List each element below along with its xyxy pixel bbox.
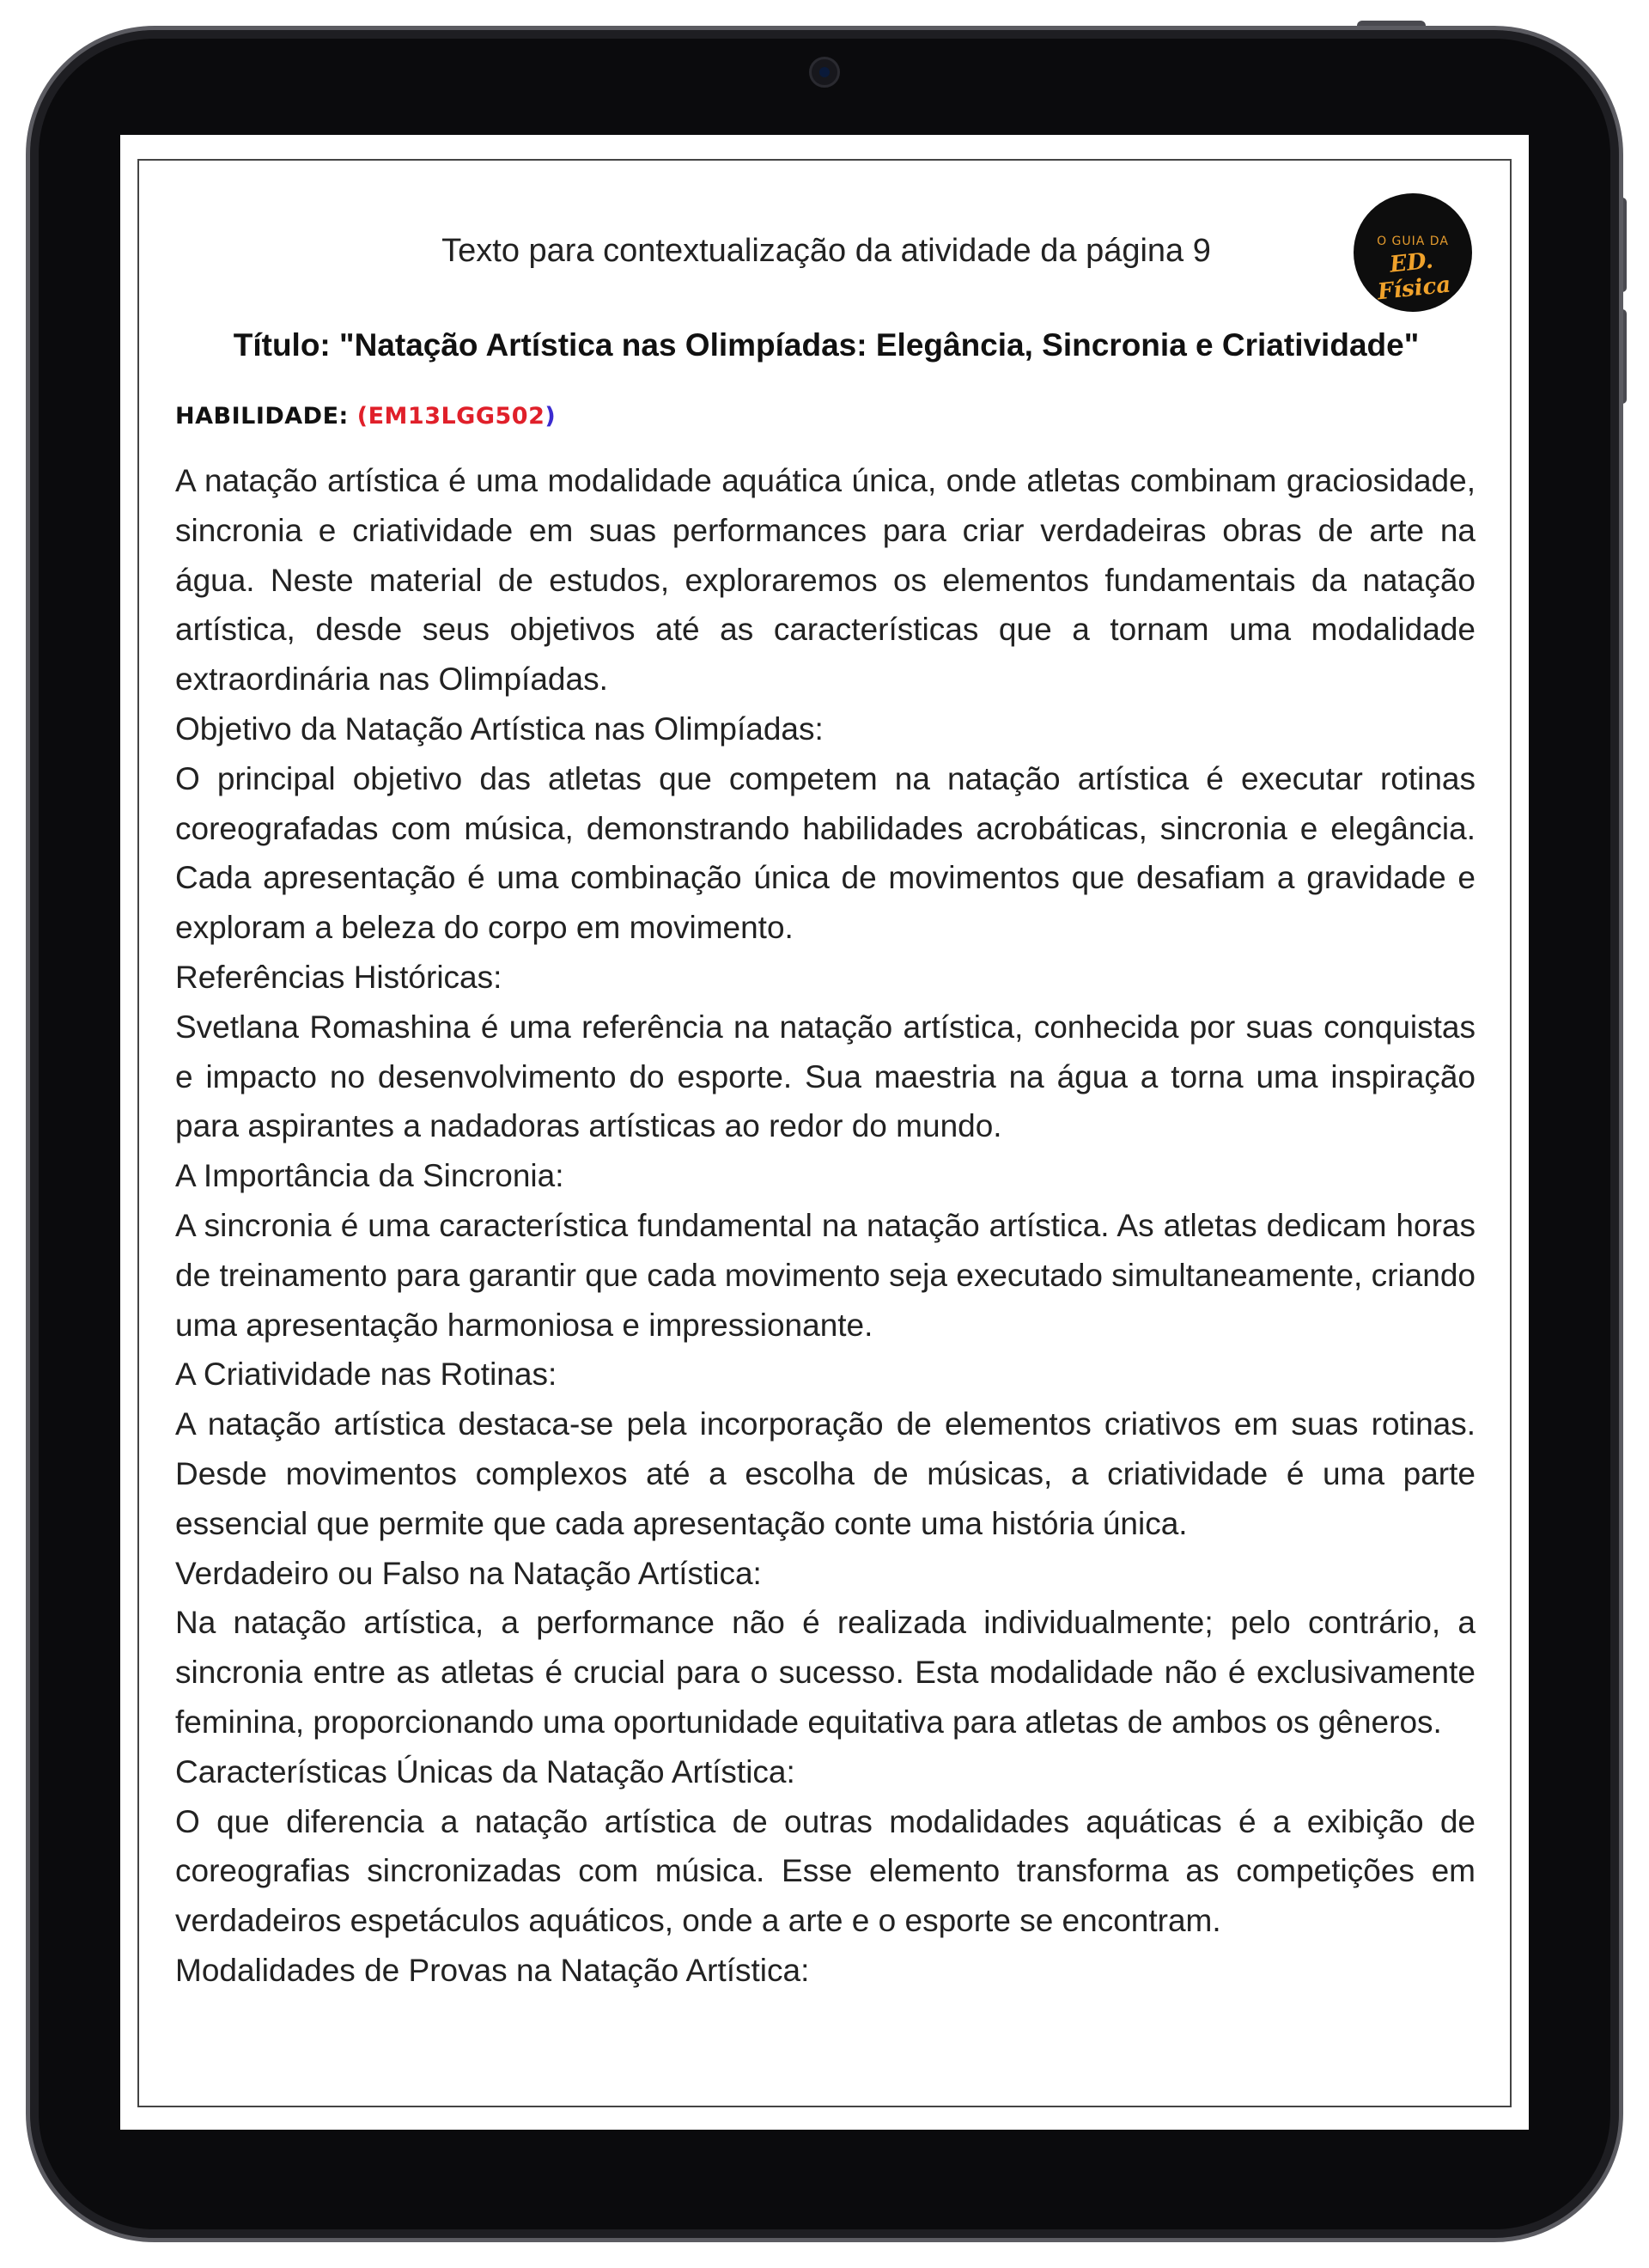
section-heading-criatividade: A Criatividade nas Rotinas: bbox=[175, 1357, 557, 1393]
skill-line bbox=[175, 403, 556, 430]
skill-code: EM13LGG502 bbox=[368, 403, 545, 430]
paragraph-intro: A natação artística é uma modalidade aquática única, onde atletas combinam graciosidade, sincronia e criatividade em suas performances para criar verdadeiras obras de arte na água. Neste material de estudos, exploraremos os elementos fundamentais da natação artística, desde seus objetivos até as características que a tornam uma modalidade extraordinária nas Olimpíadas. bbox=[175, 463, 1476, 698]
paragraph-sincronia: A sincronia é uma característica fundamental na natação artística. As atletas dedicam horas de treinamento para garantir que cada movimento seja executado simultaneamente, criando uma apresentação harmoniosa e impressionante. bbox=[175, 1207, 1476, 1343]
section-heading-verdadeiro-falso: Verdadeiro ou Falso na Natação Artística: bbox=[175, 1555, 762, 1591]
section-heading-sincronia: A Importância da Sincronia: bbox=[175, 1158, 564, 1194]
document-body bbox=[175, 456, 1476, 1996]
section-heading-objetivo: Objetivo da Natação Artística nas Olimpíadas: bbox=[175, 710, 824, 747]
section-heading-referencias: Referências Históricas: bbox=[175, 959, 502, 995]
paragraph-objetivo: O principal objetivo das atletas que competem na natação artística é executar rotinas coreografadas com música, demonstrando habilidades acrobáticas, sincronia e elegância. Cada apresentação é uma combinação única de movimentos que desafiam a gravidade e exploram a beleza do corpo em movimento. bbox=[175, 760, 1476, 946]
logo-bottom-text: ED. Física bbox=[1376, 247, 1452, 306]
document-title: Título: "Natação Artística nas Olimpíadas: Elegância, Sincronia e Criatividade" bbox=[233, 327, 1420, 363]
paragraph-criatividade: A natação artística destaca-se pela incorporação de elementos criativos em suas rotinas. Desde movimentos complexos até a escolha de músicas, a criatividade é uma parte essencial que permite que cada apresentação conte uma história única. bbox=[175, 1406, 1476, 1541]
skill-label: HABILIDADE: bbox=[175, 403, 349, 430]
skill-close-paren: ) bbox=[545, 403, 557, 430]
document-page bbox=[137, 159, 1512, 2107]
skill-open-paren: ( bbox=[356, 403, 368, 430]
section-heading-caracteristicas: Características Únicas da Natação Artística: bbox=[175, 1753, 795, 1789]
tablet-screen bbox=[120, 135, 1529, 2130]
guia-ed-fisica-logo bbox=[1354, 193, 1472, 312]
paragraph-referencias: Svetlana Romashina é uma referência na natação artística, conhecida por suas conquistas e impacto no desenvolvimento do esporte. Sua maestria na água a torna uma inspiração para aspirantes a nadadoras artísticas ao redor do mundo. bbox=[175, 1009, 1476, 1144]
front-camera bbox=[809, 57, 840, 88]
paragraph-verdadeiro-falso: Na natação artística, a performance não é realizada individualmente; pelo contrário, a sincronia entre as atletas é crucial para o sucesso. Esta modalidade não é exclusivamente feminina, proporcionando uma oportunidade equitativa para atletas de ambos os gêneros. bbox=[175, 1605, 1476, 1740]
section-heading-modalidades: Modalidades de Provas na Natação Artística: bbox=[175, 1952, 810, 1988]
logo-top-text: O GUIA DA bbox=[1377, 235, 1449, 248]
context-header: Texto para contextualização da atividade da página 9 bbox=[441, 233, 1211, 269]
paragraph-caracteristicas: O que diferencia a natação artística de outras modalidades aquáticas é a exibição de coreografias sincronizadas com música. Esse elemento transforma as competições em verdadeiros espetáculos aquáticos, onde a arte e o esporte se encontram. bbox=[175, 1803, 1476, 1939]
